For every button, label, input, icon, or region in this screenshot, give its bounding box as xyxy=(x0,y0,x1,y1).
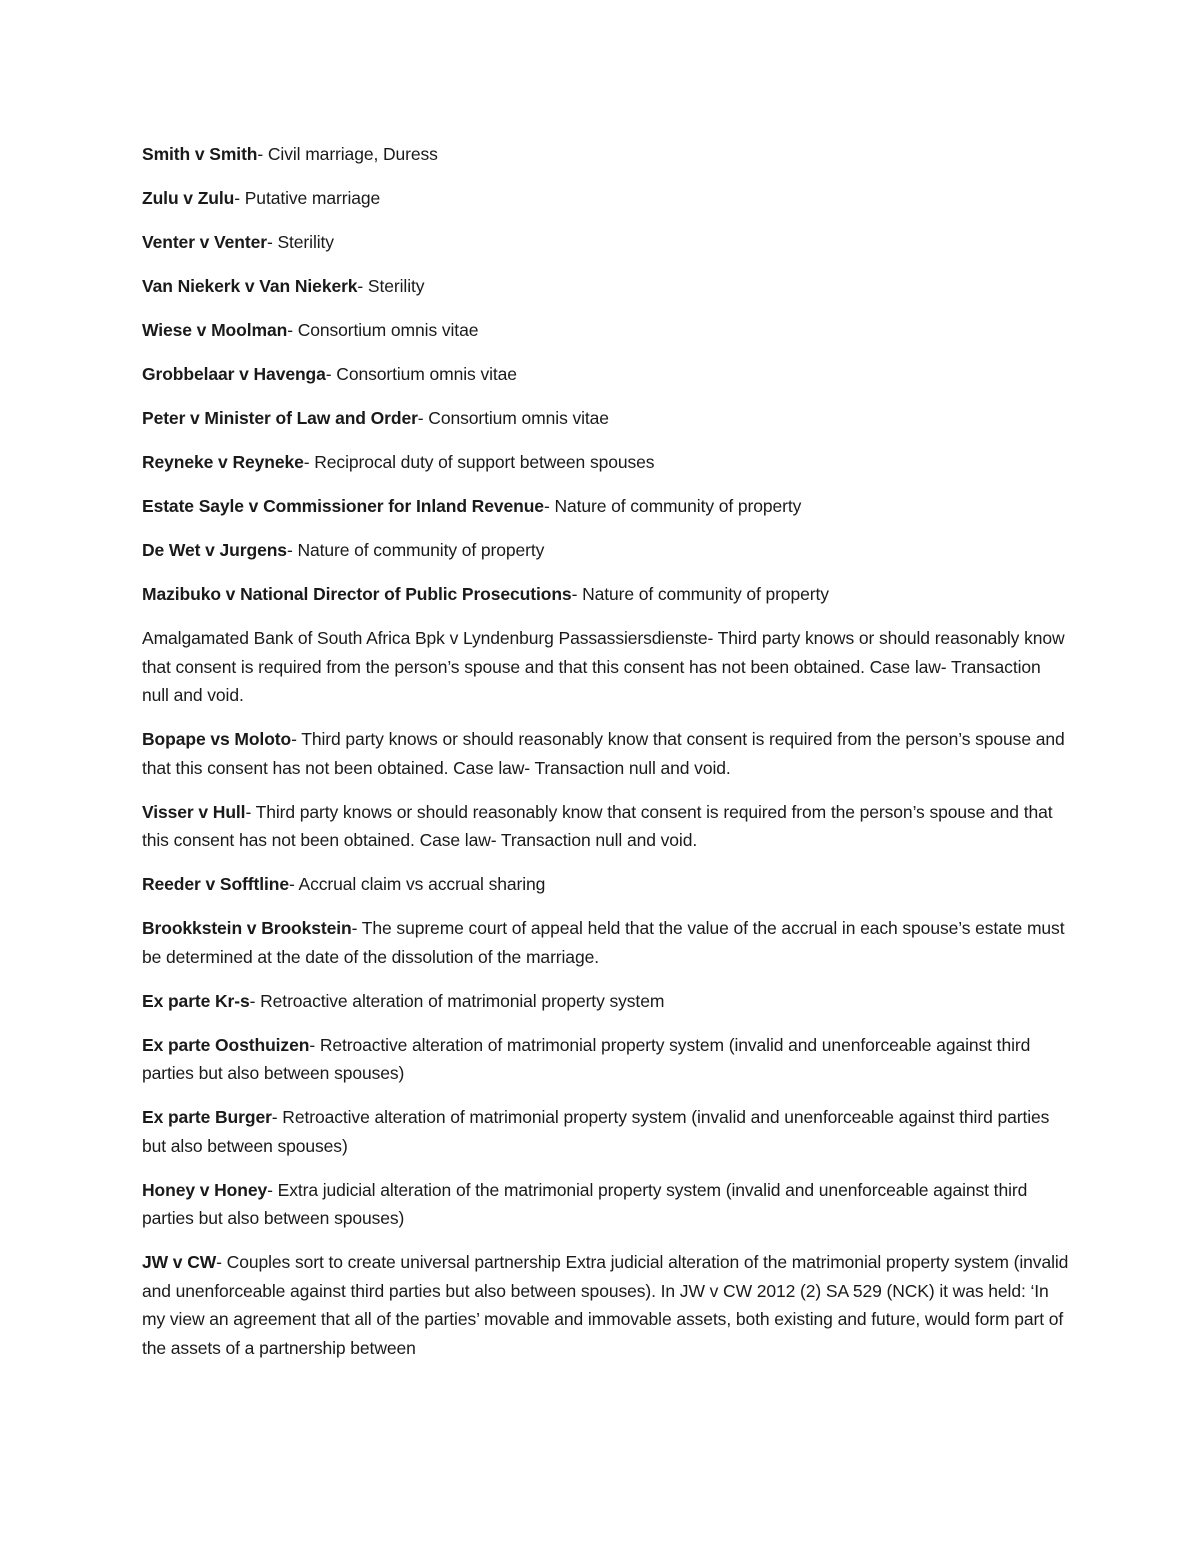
case-name: Estate Sayle v Commissioner for Inland Revenue xyxy=(142,496,544,516)
case-entry xyxy=(142,624,1072,710)
case-entry xyxy=(142,228,1072,257)
case-entry xyxy=(142,492,1072,521)
case-name: Venter v Venter xyxy=(142,232,267,252)
case-description: Accrual claim vs accrual sharing xyxy=(298,874,546,894)
separator: - xyxy=(249,990,261,1011)
separator: - xyxy=(325,364,337,384)
separator: - xyxy=(245,801,256,822)
case-entry xyxy=(142,725,1072,782)
case-description: Retroactive alteration of matrimonial property system xyxy=(260,990,665,1011)
case-name: Reyneke v Reyneke xyxy=(142,452,304,472)
case-description: Reciprocal duty of support between spouses xyxy=(314,452,655,472)
case-description: The supreme court of appeal held that the value of the accrual in each spouse’s estate must be determined at the date of the dissolution of the marriage. xyxy=(142,918,1065,967)
case-description: Nature of community of property xyxy=(554,496,802,516)
separator: - xyxy=(543,496,555,516)
case-entry xyxy=(142,914,1072,971)
case-description: Consortium omnis vitae xyxy=(428,408,609,428)
separator: - xyxy=(309,1034,320,1055)
case-description: Extra judicial alteration of the matrimonial property system (invalid and unenforceable against third parties but also between spouses) xyxy=(142,1179,1028,1228)
case-description: Putative marriage xyxy=(244,188,381,208)
case-entry xyxy=(142,404,1072,433)
case-entry xyxy=(142,1176,1072,1233)
case-name: Reeder v Sofftline xyxy=(142,874,289,894)
case-entry xyxy=(142,580,1072,609)
separator: - xyxy=(417,408,429,428)
case-list xyxy=(142,140,1072,1378)
separator: - xyxy=(571,584,583,604)
separator: - xyxy=(266,232,278,252)
case-name: Smith v Smith xyxy=(142,144,258,164)
case-entry xyxy=(142,1248,1072,1362)
case-description: Civil marriage, Duress xyxy=(267,144,438,164)
case-description: Nature of community of property xyxy=(582,584,829,604)
separator: - xyxy=(357,276,368,296)
case-name: Visser v Hull xyxy=(142,801,246,822)
separator: - xyxy=(291,729,302,749)
case-name: JW v CW xyxy=(142,1252,217,1272)
case-description: Consortium omnis vitae xyxy=(336,364,517,384)
case-name: Peter v Minister of Law and Order xyxy=(142,408,418,428)
case-entry xyxy=(142,448,1072,477)
case-entry xyxy=(142,536,1072,565)
case-name: Mazibuko v National Director of Public Prosecutions xyxy=(142,584,572,604)
case-description: Retroactive alteration of matrimonial property system (invalid and unenforceable against third parties but also between spouses) xyxy=(142,1107,1050,1156)
separator: - xyxy=(216,1252,227,1272)
separator: - xyxy=(288,874,299,894)
case-name: De Wet v Jurgens xyxy=(142,540,287,560)
case-name: Brookkstein v Brookstein xyxy=(142,918,352,938)
case-name: Wiese v Moolman xyxy=(142,320,288,340)
case-name: Zulu v Zulu xyxy=(142,188,235,208)
separator: - xyxy=(286,540,298,560)
case-name: Grobbelaar v Havenga xyxy=(142,364,326,384)
case-description: Nature of community of property xyxy=(297,540,545,560)
case-name: Ex parte Oosthuizen xyxy=(142,1034,310,1055)
case-name: Ex parte Kr-s xyxy=(142,990,250,1011)
case-entry xyxy=(142,987,1072,1016)
case-entry xyxy=(142,798,1072,855)
case-entry xyxy=(142,870,1072,899)
separator: - xyxy=(234,188,245,208)
case-description: Third party knows or should reasonably know that consent is required from the person’s spouse and that this consent has not been obtained. Case law- Transaction null and void. xyxy=(142,801,1053,850)
case-entry xyxy=(142,316,1072,345)
separator: - xyxy=(271,1107,283,1127)
case-description: Amalgamated Bank of South Africa Bpk v Lyndenburg Passassiersdienste- Third party knows or should reasonably know that consent is required from the person’s spouse and that this consent has not been obtained. Case law- Transaction null and void. xyxy=(142,628,1065,705)
case-description: Third party knows or should reasonably know that consent is required from the person’s spouse and that this consent has not been obtained. Case law- Transaction null and void. xyxy=(142,729,1065,778)
case-description: Sterility xyxy=(277,232,334,252)
case-entry xyxy=(142,1031,1072,1088)
separator: - xyxy=(351,918,362,938)
case-name: Bopape vs Moloto xyxy=(142,729,292,749)
case-description: Consortium omnis vitae xyxy=(297,320,479,340)
case-entry xyxy=(142,360,1072,389)
case-entry xyxy=(142,272,1072,301)
case-description: Couples sort to create universal partnership Extra judicial alteration of the matrimonial property system (invalid and unenforceable against third parties but also between spouses). In JW v CW 2012 (2) SA 529 (NCK) it was held: ‘In my view an agreement that all of the parties’ movable and immovable assets, both existing and future, would form part of the assets of a partnership between xyxy=(142,1252,1069,1358)
case-name: Van Niekerk v Van Niekerk xyxy=(142,276,358,296)
case-description: Retroactive alteration of matrimonial property system (invalid and unenforceable against third parties but also between spouses) xyxy=(142,1034,1031,1083)
case-name: Ex parte Burger xyxy=(142,1107,272,1127)
case-entry xyxy=(142,1103,1072,1160)
separator: - xyxy=(267,1179,278,1200)
separator: - xyxy=(287,320,298,340)
case-entry xyxy=(142,184,1072,213)
case-entry xyxy=(142,140,1072,169)
separator: - xyxy=(257,144,268,164)
case-description: Sterility xyxy=(367,276,425,296)
case-name: Honey v Honey xyxy=(142,1179,268,1200)
separator: - xyxy=(303,452,315,472)
